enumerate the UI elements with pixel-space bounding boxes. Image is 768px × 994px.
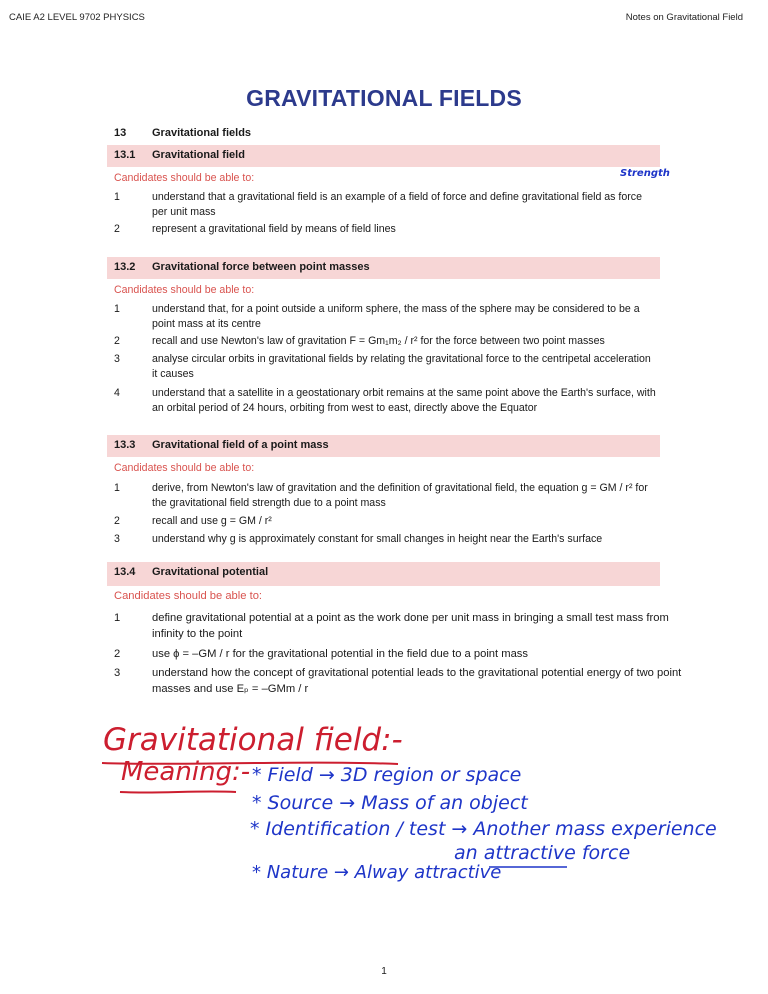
section-title: Gravitational potential	[152, 566, 269, 578]
section-title: Gravitational field of a point mass	[152, 439, 329, 451]
margin-note-strength: Strength	[620, 168, 670, 179]
candidates-label: Candidates should be able to:	[114, 172, 255, 184]
topic-number: 13	[114, 127, 127, 139]
header-notes-label: Notes on Gravitational Field	[625, 12, 743, 23]
note-identification: * Identification / test → Another mass experience	[250, 818, 717, 840]
section-title: Gravitational field	[152, 149, 245, 161]
document-title: GRAVITATIONAL FIELDS	[246, 85, 522, 111]
note-identification-cont: an attractive force	[454, 842, 631, 864]
note-field: * Field → 3D region or space	[252, 764, 522, 786]
meaning-label: Meaning:-	[121, 757, 251, 787]
header-course-label: CAIE A2 LEVEL 9702 PHYSICS	[9, 12, 145, 23]
note-nature: * Nature → Alway attractive	[252, 862, 502, 883]
page-number: 1	[381, 966, 387, 977]
section-header-13-4	[107, 562, 660, 586]
candidates-label: Candidates should be able to:	[114, 284, 255, 296]
candidates-label: Candidates should be able to:	[114, 590, 263, 602]
note-source: * Source → Mass of an object	[252, 792, 528, 814]
section-number: 13.2	[114, 261, 136, 273]
section-number: 13.3	[114, 439, 136, 451]
topic-title: Gravitational fields	[152, 127, 252, 139]
section-number: 13.1	[114, 149, 136, 161]
notes-heading: Gravitational field:-	[103, 722, 403, 758]
section-header-13-2	[107, 257, 660, 279]
section-header-13-1	[107, 145, 660, 167]
section-header-13-3	[107, 435, 660, 457]
section-number: 13.4	[114, 566, 136, 578]
meaning-underline	[118, 788, 238, 796]
section-title: Gravitational force between point masses	[152, 261, 370, 273]
candidates-label: Candidates should be able to:	[114, 462, 255, 474]
